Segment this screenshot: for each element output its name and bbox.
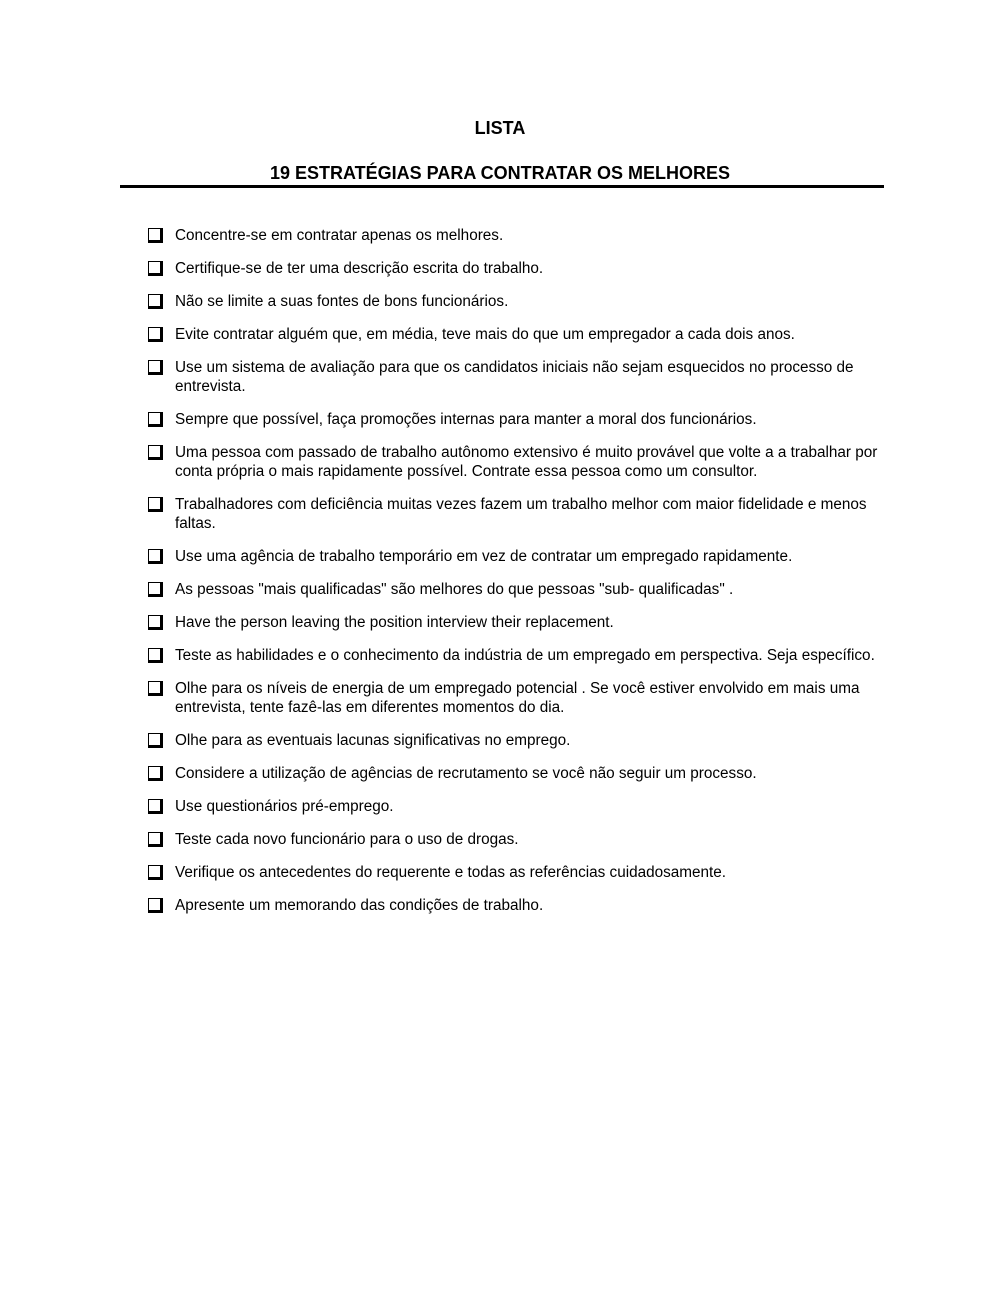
checklist-item [148, 495, 888, 533]
checklist-item [148, 580, 888, 599]
checklist-item-text: Use um sistema de avaliação para que os candidatos iniciais não sejam esquecidos no processo de entrevista. [175, 359, 854, 395]
checklist-item [148, 896, 888, 915]
checkbox-icon[interactable] [148, 497, 163, 512]
checklist-item [148, 410, 888, 429]
checklist-item [148, 443, 888, 481]
checkbox-icon[interactable] [148, 766, 163, 781]
checklist-item [148, 731, 888, 750]
checklist-item [148, 226, 888, 245]
checklist-item [148, 547, 888, 566]
checklist-item [148, 797, 888, 816]
checklist-item-text: Teste cada novo funcionário para o uso de drogas. [175, 831, 519, 848]
checkbox-icon[interactable] [148, 294, 163, 309]
checklist-item-text: Não se limite a suas fontes de bons funcionários. [175, 293, 509, 310]
checklist-item-text: As pessoas "mais qualificadas" são melhores do que pessoas "sub- qualificadas" . [175, 581, 734, 598]
checklist [148, 226, 888, 929]
checklist-item-text: Olhe para as eventuais lacunas significativas no emprego. [175, 732, 571, 749]
checkbox-icon[interactable] [148, 733, 163, 748]
checklist-item-text: Use questionários pré-emprego. [175, 798, 394, 815]
checkbox-icon[interactable] [148, 648, 163, 663]
checkbox-icon[interactable] [148, 445, 163, 460]
checklist-item-text: Sempre que possível, faça promoções internas para manter a moral dos funcionários. [175, 411, 757, 428]
checklist-item [148, 646, 888, 665]
checklist-item [148, 863, 888, 882]
title-underline-divider [120, 185, 884, 188]
checklist-item [148, 764, 888, 783]
checkbox-icon[interactable] [148, 327, 163, 342]
checklist-item [148, 259, 888, 278]
checkbox-icon[interactable] [148, 865, 163, 880]
checklist-item [148, 613, 888, 632]
checklist-item-text: Concentre-se em contratar apenas os melhores. [175, 227, 504, 244]
checkbox-icon[interactable] [148, 681, 163, 696]
checklist-item [148, 325, 888, 344]
checklist-item [148, 292, 888, 311]
checklist-item-text: Apresente um memorando das condições de trabalho. [175, 897, 544, 914]
checkbox-icon[interactable] [148, 582, 163, 597]
checkbox-icon[interactable] [148, 615, 163, 630]
checklist-item-text: Uma pessoa com passado de trabalho autônomo extensivo é muito provável que volte a a trabalhar por conta própria o mais rapidamente possível. Contrate essa pessoa como um consultor. [175, 444, 878, 480]
document-subtitle: 19 ESTRATÉGIAS PARA CONTRATAR OS MELHORES [269, 163, 731, 183]
checklist-item-text: Have the person leaving the position interview their replacement. [175, 614, 614, 631]
checkbox-icon[interactable] [148, 228, 163, 243]
checklist-item [148, 679, 888, 717]
checkbox-icon[interactable] [148, 832, 163, 847]
checkbox-icon[interactable] [148, 360, 163, 375]
checkbox-icon[interactable] [148, 799, 163, 814]
checkbox-icon[interactable] [148, 549, 163, 564]
document-title: LISTA [474, 118, 526, 138]
checklist-item-text: Evite contratar alguém que, em média, teve mais do que um empregador a cada dois anos. [175, 326, 795, 343]
checklist-item-text: Teste as habilidades e o conhecimento da indústria de um empregado em perspectiva. Seja específico. [175, 647, 875, 664]
checkbox-icon[interactable] [148, 412, 163, 427]
checklist-item-text: Verifique os antecedentes do requerente e todas as referências cuidadosamente. [175, 864, 727, 881]
checklist-item-text: Trabalhadores com deficiência muitas vezes fazem um trabalho melhor com maior fidelidade e menos faltas. [175, 496, 867, 532]
checklist-item [148, 830, 888, 849]
checkbox-icon[interactable] [148, 261, 163, 276]
checklist-item-text: Use uma agência de trabalho temporário em vez de contratar um empregado rapidamente. [175, 548, 793, 565]
checklist-item-text: Certifique-se de ter uma descrição escrita do trabalho. [175, 260, 544, 277]
checklist-item-text: Olhe para os níveis de energia de um empregado potencial . Se você estiver envolvido em mais uma entrevista, tente fazê-las em diferentes momentos do dia. [175, 680, 860, 716]
checklist-item [148, 358, 888, 396]
checkbox-icon[interactable] [148, 898, 163, 913]
checklist-item-text: Considere a utilização de agências de recrutamento se você não seguir um processo. [175, 765, 757, 782]
